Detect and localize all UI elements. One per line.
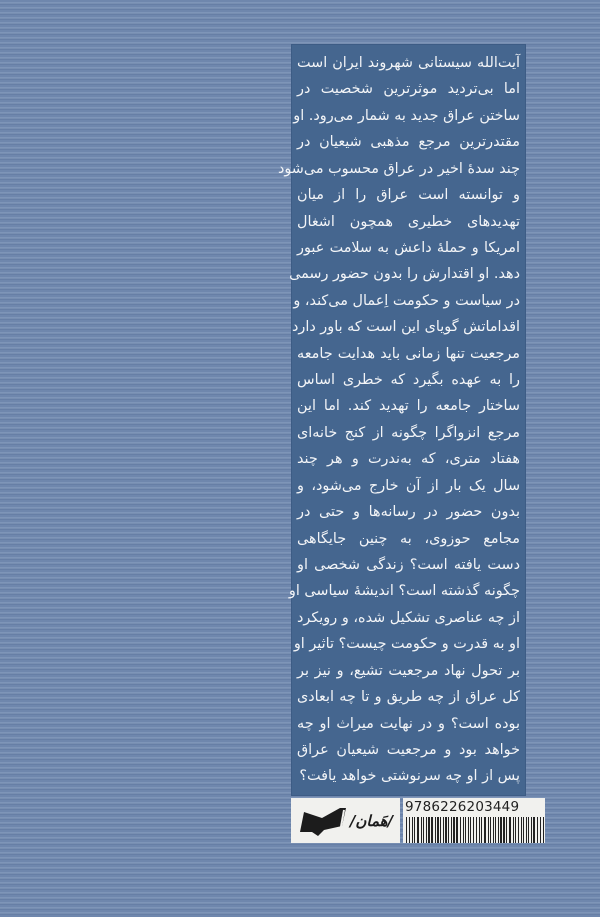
barcode-bar xyxy=(537,817,538,843)
blurb-line: کل عراق از چه طریق و تا چه ابعادی xyxy=(297,689,520,706)
blurb-line: بر تحول نهاد مرجعیت تشیع، و نیز بر xyxy=(297,662,520,679)
blurb-line: پس از او چه سرنوشتی خواهد یافت؟ xyxy=(299,768,520,785)
barcode-bar xyxy=(503,817,504,843)
barcode-bar xyxy=(426,817,427,843)
blurb-line: آیت‌الله سیستانی شهروند ایران است xyxy=(297,55,520,71)
barcode-bar xyxy=(409,817,410,843)
barcode-bar xyxy=(414,817,415,843)
barcode-bar xyxy=(500,817,501,843)
blurb-line: اقداماتش گویای این است که باور دارد xyxy=(291,319,520,336)
barcode-bar xyxy=(531,817,532,843)
blurb-line: او به قدرت و حکومت چیست؟ تاثیر او xyxy=(293,636,520,653)
blurb-line: در سیاست و حکومت اِعمال می‌کند، و xyxy=(293,292,520,309)
barcode-bar xyxy=(523,817,524,843)
blurb-line: دست یافته است؟ زندگی شخصی او xyxy=(297,557,520,574)
blurb-line: بدون حضور در رسانه‌ها و حتی در xyxy=(297,504,520,521)
blurb-line: مجامع حوزوی، به چنین جایگاهی xyxy=(297,530,520,547)
blurb-line: از چه عناصری تشکیل شده، و رویکرد xyxy=(297,609,520,626)
barcode-bar xyxy=(521,817,522,843)
barcode-bar xyxy=(498,817,499,843)
publisher-book-icon xyxy=(298,806,348,836)
barcode-bar xyxy=(543,817,544,843)
barcode-bar xyxy=(428,817,429,843)
blurb-line: سال یک بار از آن خارج می‌شود، و xyxy=(297,477,520,494)
blurb-line: دهد. او اقتدارش را بدون حضور رسمی xyxy=(289,266,520,283)
blurb-text xyxy=(277,50,520,790)
barcode-bar xyxy=(509,817,511,843)
barcode-bar xyxy=(479,817,480,843)
barcode-bar xyxy=(484,817,486,843)
blurb-line: تهدیدهای خطیری همچون اشغال xyxy=(297,213,520,230)
barcode-bar xyxy=(451,817,452,843)
barcode-bar xyxy=(406,817,407,843)
barcode-bar xyxy=(540,817,541,843)
barcode-bar xyxy=(473,817,474,843)
barcode-bar xyxy=(453,817,454,843)
barcode-bar xyxy=(476,817,477,843)
isbn-number: 9786226203449 xyxy=(405,799,520,815)
blurb-line: اما بی‌تردید موثرترین شخصیت در xyxy=(297,81,520,98)
barcode-bar xyxy=(470,817,471,843)
barcode-bar xyxy=(465,817,466,843)
barcode xyxy=(403,798,545,843)
blurb-line: و توانسته است عراق را از میان xyxy=(297,187,520,204)
blurb-line: چگونه گذشته است؟ اندیشهٔ سیاسی او xyxy=(288,583,520,600)
publisher-logo xyxy=(291,798,400,843)
barcode-bar xyxy=(437,817,439,843)
barcode-bar xyxy=(481,817,482,843)
barcode-bar xyxy=(443,817,444,843)
barcode-bar xyxy=(423,817,424,843)
barcode-bar xyxy=(533,817,535,843)
barcode-bar xyxy=(490,817,491,843)
barcode-bar xyxy=(412,817,413,843)
barcode-bar xyxy=(468,817,469,843)
barcode-bar xyxy=(495,817,496,843)
blurb-line: ساختار جامعه را تهدید کند. اما این xyxy=(297,398,520,415)
blurb-line: را به عهده بگیرد که خطری اساس xyxy=(297,372,520,389)
blurb-line: مقتدرترین مرجع مذهبی شیعیان در xyxy=(297,134,520,151)
barcode-bar xyxy=(456,817,458,843)
blurb-line: مرجعیت تنها زمانی باید هدایت جامعه xyxy=(297,345,520,362)
barcode-bar xyxy=(493,817,494,843)
publisher-name: /هَمان/ xyxy=(349,811,394,830)
blurb-line: ساختن عراق جدید به شمار می‌رود. او xyxy=(293,107,520,124)
barcode-bar xyxy=(445,817,446,843)
barcode-bar xyxy=(463,817,464,843)
blurb-line: هفتاد متری، که به‌ندرت و هر چند xyxy=(297,451,520,468)
barcode-bar xyxy=(417,817,419,843)
blurb-line: مرجع انزواگرا چگونه از کنج خانه‌ای xyxy=(297,424,520,441)
barcode-bars xyxy=(406,817,545,843)
barcode-bar xyxy=(518,817,519,843)
blurb-line: امریکا و حملهٔ داعش به سلامت عبور xyxy=(297,239,520,256)
barcode-bar xyxy=(506,817,507,843)
blurb-panel xyxy=(277,44,526,796)
barcode-bar xyxy=(431,817,432,843)
barcode-bar xyxy=(440,817,441,843)
barcode-bar xyxy=(421,817,422,843)
blurb-line: خواهد بود و مرجعیت شیعیان عراق xyxy=(297,741,520,758)
barcode-bar xyxy=(515,817,516,843)
blurb-line: بوده است؟ و در نهایت میراث او چه xyxy=(297,715,520,732)
barcode-bar xyxy=(460,817,461,843)
blurb-line: چند سدهٔ اخیر در عراق محسوب می‌شود xyxy=(277,160,520,177)
barcode-bar xyxy=(435,817,436,843)
barcode-bar xyxy=(526,817,527,843)
barcode-bar xyxy=(448,817,449,843)
barcode-bar xyxy=(488,817,489,843)
barcode-bar xyxy=(528,817,529,843)
barcode-bar xyxy=(513,817,514,843)
